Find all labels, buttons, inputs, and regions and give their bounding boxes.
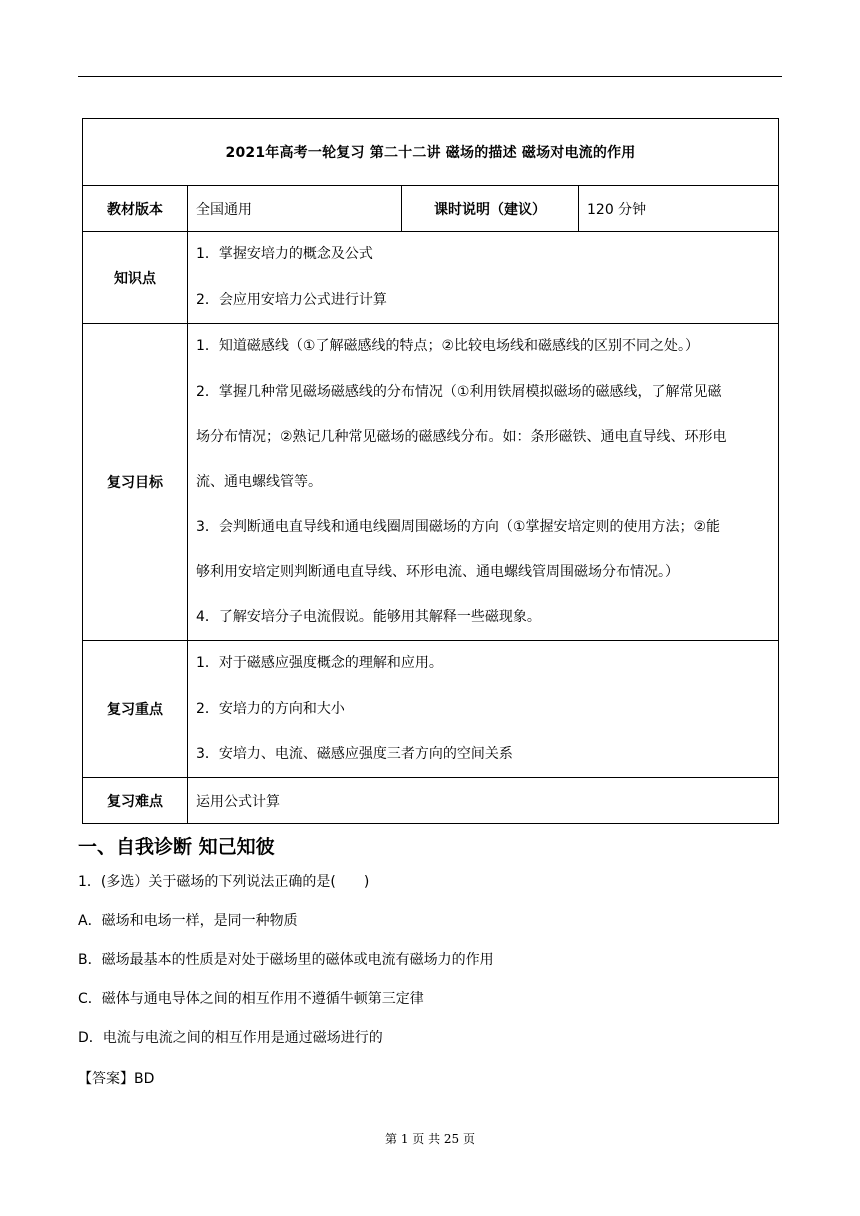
document-title: 2021年高考一轮复习 第二十二讲 磁场的描述 磁场对电流的作用 xyxy=(83,119,779,186)
section-heading: 一、自我诊断 知己知彼 xyxy=(78,836,275,858)
goal-line: 1．知道磁感线（①了解磁感线的特点；②比较电场线和磁感线的区别不同之处。） xyxy=(196,338,700,354)
option-a: A．磁场和电场一样，是同一种物质 xyxy=(78,913,298,929)
goal-line: 够利用安培定则判断通电直导线、环形电流、通电螺线管周围磁场分布情况。） xyxy=(196,564,679,580)
hours-label: 课时说明（建议） xyxy=(402,186,579,232)
key-points-cell xyxy=(188,641,779,778)
goal-line: 场分布情况；②熟记几种常见磁场的磁感线分布。如：条形磁铁、通电直导线、环形电 xyxy=(196,429,727,445)
option-c: C．磁体与通电导体之间的相互作用不遵循牛顿第三定律 xyxy=(78,991,424,1007)
answer-text: 【答案】BD xyxy=(78,1071,155,1087)
goal-line: 流、通电螺线管等。 xyxy=(196,474,322,490)
knowledge-item: 1．掌握安培力的概念及公式 xyxy=(196,246,373,262)
key-point-item: 3．安培力、电流、磁感应强度三者方向的空间关系 xyxy=(196,746,513,762)
option-b: B．磁场最基本的性质是对处于磁场里的磁体或电流有磁场力的作用 xyxy=(78,952,494,968)
difficulty-value: 运用公式计算 xyxy=(188,778,779,824)
goal-line: 3．会判断通电直导线和通电线圈周围磁场的方向（①掌握安培定则的使用方法；②能 xyxy=(196,519,721,535)
header-rule xyxy=(78,76,782,77)
knowledge-label: 知识点 xyxy=(83,232,188,324)
knowledge-cell xyxy=(188,232,779,324)
hours-value: 120 分钟 xyxy=(579,186,779,232)
lesson-info-table xyxy=(82,118,779,824)
key-point-item: 2．安培力的方向和大小 xyxy=(196,701,345,717)
goals-cell xyxy=(188,324,779,641)
goals-label: 复习目标 xyxy=(83,324,188,641)
knowledge-item: 2．会应用安培力公式进行计算 xyxy=(196,292,387,308)
goal-line: 2．掌握几种常见磁场磁感线的分布情况（①利用铁屑模拟磁场的磁感线，了解常见磁 xyxy=(196,384,722,400)
edition-label: 教材版本 xyxy=(83,186,188,232)
difficulty-label: 复习难点 xyxy=(83,778,188,824)
goal-line: 4．了解安培分子电流假说。能够用其解释一些磁现象。 xyxy=(196,609,541,625)
option-d: D．电流与电流之间的相互作用是通过磁场进行的 xyxy=(78,1030,383,1046)
key-point-item: 1．对于磁感应强度概念的理解和应用。 xyxy=(196,655,443,671)
page-footer: 第 1 页 共 25 页 xyxy=(385,1132,475,1146)
key-points-label: 复习重点 xyxy=(83,641,188,778)
edition-value: 全国通用 xyxy=(188,186,402,232)
question-stem: 1．(多选）关于磁场的下列说法正确的是( ) xyxy=(78,874,370,890)
